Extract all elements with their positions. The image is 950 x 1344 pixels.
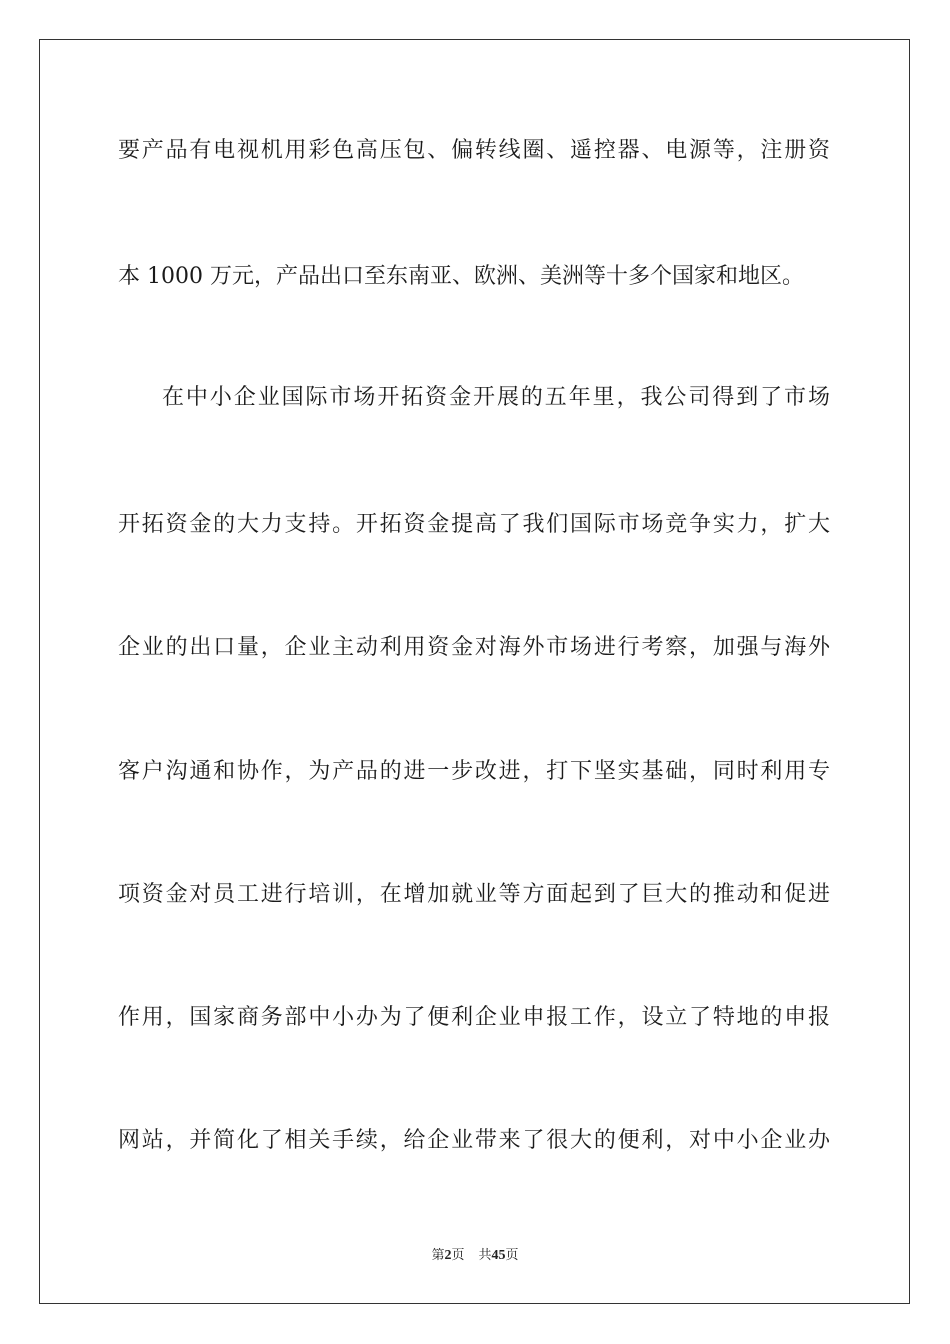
page-number: 2 xyxy=(444,1248,452,1263)
page-suffix: 页 xyxy=(451,1248,465,1263)
text-line: 企业的出口量，企业主动利用资金对海外市场进行考察，加强与海外 xyxy=(118,635,830,660)
page-footer xyxy=(0,1247,950,1265)
paragraph-first-line: 在中小企业国际市场开拓资金开展的五年里，我公司得到了市场 xyxy=(162,385,830,410)
text-line: 网站，并简化了相关手续，给企业带来了很大的便利，对中小企业办 xyxy=(118,1128,830,1153)
page-border xyxy=(39,39,910,1304)
total-suffix: 页 xyxy=(505,1248,519,1263)
page-prefix: 第 xyxy=(431,1248,445,1263)
text-line: 项资金对员工进行培训，在增加就业等方面起到了巨大的推动和促进 xyxy=(118,882,830,907)
text-line: 本 1000 万元，产品出口至东南亚、欧洲、美洲等十多个国家和地区。 xyxy=(118,264,804,289)
text-line: 作用，国家商务部中小办为了便利企业申报工作，设立了特地的申报 xyxy=(118,1005,830,1030)
text-line: 开拓资金的大力支持。开拓资金提高了我们国际市场竞争实力，扩大 xyxy=(118,512,830,537)
total-prefix: 共 xyxy=(478,1248,492,1263)
text-line: 客户沟通和协作，为产品的进一步改进，打下坚实基础，同时利用专 xyxy=(118,759,830,784)
total-pages: 45 xyxy=(491,1248,506,1263)
text-line: 要产品有电视机用彩色高压包、偏转线圈、遥控器、电源等，注册资 xyxy=(118,138,830,163)
